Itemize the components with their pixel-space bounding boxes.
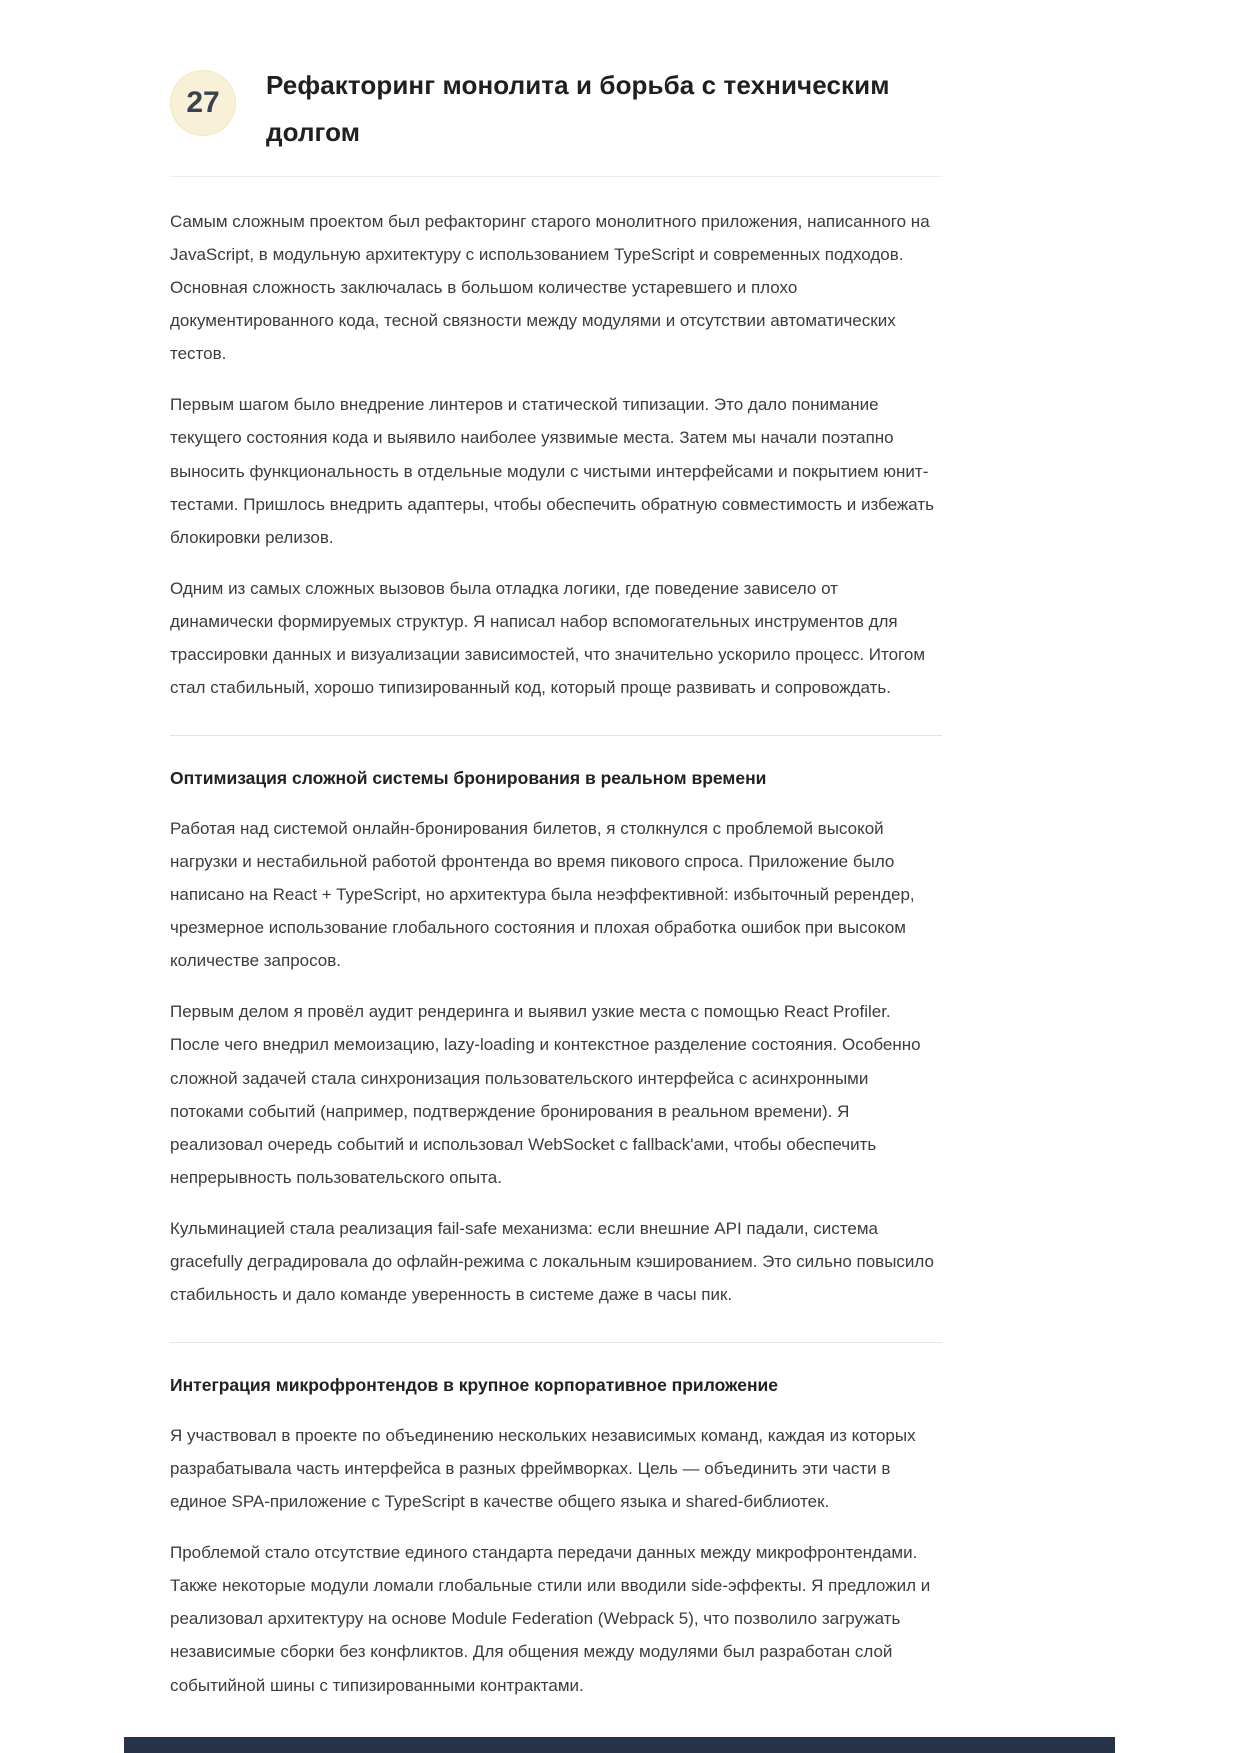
paragraph: Первым шагом было внедрение линтеров и статической типизации. Это дало понимание текущего состояния кода и выявило наиболее уязвимые места. Затем мы начали поэтапно выносить функциональность в отдельные модули с чистыми интерфейсами и покрытием юнит-тестами. Пришлось внедрить адаптеры, чтобы обеспечить обратную совместимость и избежать блокировки релизов. bbox=[170, 395, 934, 547]
section-divider bbox=[170, 1342, 942, 1343]
document-body bbox=[170, 205, 942, 1702]
content-column bbox=[170, 62, 942, 1720]
section-heading-booking-optimization: Оптимизация сложной системы бронирования в реальном времени bbox=[170, 767, 767, 788]
paragraph: Работая над системой онлайн-бронирования билетов, я столкнулся с проблемой высокой нагрузки и нестабильной работой фронтенда во время пикового спроса. Приложение было написано на React + TypeScript, но архитектура была неэффективной: избыточный ререндер, чрезмерное использование глобального состояния и плохая обработка ошибок при высоком количестве запросов. bbox=[170, 818, 915, 971]
paragraph: Проблемой стало отсутствие единого стандарта передачи данных между микрофронтендами. Также некоторые модули ломали глобальные стили или вводили side-эффекты. Я предложил и реализовал архитектуру на основе Module Federation (Webpack 5), что позволило загружать независимые сборки без конфликтов. Для общения между модулями был разработан слой событийной шины с типизированными контрактами. bbox=[170, 1542, 931, 1695]
paragraph: Одним из самых сложных вызовов была отладка логики, где поведение зависело от динамически формируемых структур. Я написал набор вспомогательных инструментов для трассировки данных и визуализации зависимостей, что значительно ускорило процесс. Итогом стал стабильный, хорошо типизированный код, который проще развивать и сопровождать. bbox=[170, 579, 926, 698]
paragraph: Я участвовал в проекте по объединению нескольких независимых команд, каждая из которых разрабатывала часть интерфейса в разных фреймворках. Цель — объединить эти части в единое SPA-приложение с TypeScript в качестве общего языка и shared-библиотек. bbox=[170, 1425, 916, 1511]
footer-bar bbox=[124, 1737, 1115, 1753]
paragraph: Самым сложным проектом был рефакторинг старого монолитного приложения, написанного на JavaScript, в модульную архитектуру с использованием TypeScript и современных подходов. Основная сложность заключалась в большом количестве устаревшего и плохо документированного кода, тесной связности между модулями и отсутствии автоматических тестов. bbox=[170, 211, 930, 364]
chapter-number: 27 bbox=[186, 86, 220, 119]
section-divider bbox=[170, 735, 942, 736]
section-heading-microfrontends: Интеграция микрофронтендов в крупное корпоративное приложение bbox=[170, 1374, 779, 1395]
paragraph: Первым делом я провёл аудит рендеринга и выявил узкие места с помощью React Profiler. После чего внедрил мемоизацию, lazy-loading и контекстное разделение состояния. Особенно сложной задачей стала синхронизация пользовательского интерфейса с асинхронными потоками событий (например, подтверждение бронирования в реальном времени). Я реализовал очередь событий и использовал WebSocket с fallback'ами, чтобы обеспечить непрерывность пользовательского опыта. bbox=[170, 1002, 921, 1187]
chapter-number-badge bbox=[170, 70, 236, 136]
document-header bbox=[170, 62, 942, 177]
page-title: Рефакторинг монолита и борьба с техническим долгом bbox=[266, 70, 890, 147]
paragraph: Кульминацией стала реализация fail-safe механизма: если внешние API падали, система gracefully деградировала до офлайн-режима с локальным кэшированием. Это сильно повысило стабильность и дало команде уверенность в системе даже в часы пик. bbox=[170, 1219, 934, 1305]
